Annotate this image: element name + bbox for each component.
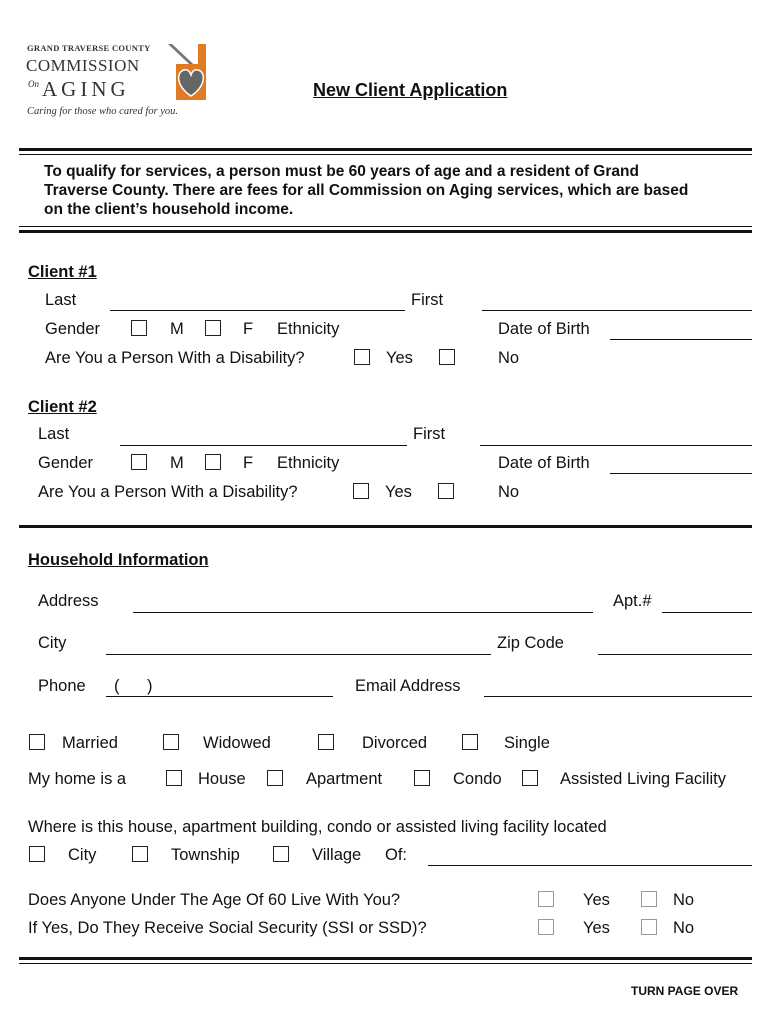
client1-gender-label: Gender [45, 320, 101, 338]
client2-ethnicity-label: Ethnicity [277, 454, 340, 472]
logo-tagline: Caring for those who cared for you. [27, 106, 178, 117]
client1-disability-yes-checkbox[interactable] [354, 349, 370, 365]
logo-on: On [28, 79, 39, 89]
single-label: Single [504, 734, 550, 752]
township-checkbox[interactable] [132, 846, 148, 862]
widowed-label: Widowed [203, 734, 271, 752]
client-section-rule [19, 525, 752, 528]
client1-male-label: M [170, 320, 184, 338]
turn-page-over: TURN PAGE OVER [631, 984, 739, 998]
apartment-label: Apartment [306, 770, 383, 788]
client1-first-field[interactable] [482, 296, 752, 311]
under60-no-checkbox[interactable] [641, 891, 657, 907]
client2-dob-label: Date of Birth [498, 454, 590, 472]
phone-area-code: ( ) [114, 677, 153, 695]
client2-disability-no-label: No [498, 483, 520, 501]
client2-female-label: F [243, 454, 254, 472]
intro-line-1: To qualify for services, a person must be 60 years of age and a resident of Grand [44, 163, 639, 180]
assisted-living-label: Assisted Living Facility [560, 770, 726, 788]
heart-logo-icon [168, 42, 208, 104]
logo-line1: GRAND TRAVERSE COUNTY [27, 43, 151, 53]
home-type-label: My home is a [28, 770, 127, 788]
ssi-yes-checkbox[interactable] [538, 919, 554, 935]
client2-disability-yes-label: Yes [385, 483, 412, 501]
ssi-no-label: No [673, 919, 695, 937]
client1-ethnicity-label: Ethnicity [277, 320, 340, 338]
client2-male-label: M [170, 454, 184, 472]
client1-last-label: Last [45, 291, 77, 309]
of-label: Of: [385, 846, 408, 864]
client2-disability-no-checkbox[interactable] [438, 483, 454, 499]
client1-dob-label: Date of Birth [498, 320, 590, 338]
client2-last-label: Last [38, 425, 70, 443]
location-question: Where is this house, apartment building, condo or assisted living facility located [28, 818, 607, 836]
address-label: Address [38, 592, 99, 610]
location-city-checkbox[interactable] [29, 846, 45, 862]
client1-ethnicity-field[interactable] [350, 326, 460, 340]
zip-field[interactable] [598, 640, 752, 655]
city-field[interactable] [106, 640, 491, 655]
phone-label: Phone [38, 677, 86, 695]
bottom-rule [19, 957, 752, 960]
household-heading: Household Information [28, 551, 209, 569]
client1-dob-field[interactable] [610, 325, 752, 340]
logo-line3: AGING [42, 77, 130, 101]
zip-label: Zip Code [497, 634, 564, 652]
under60-yes-checkbox[interactable] [538, 891, 554, 907]
client1-female-label: F [243, 320, 254, 338]
address-field[interactable] [133, 598, 593, 613]
client1-last-field[interactable] [110, 296, 405, 311]
apt-field[interactable] [662, 598, 752, 613]
email-label: Email Address [355, 677, 461, 695]
under60-yes-label: Yes [583, 891, 610, 909]
house-checkbox[interactable] [166, 770, 182, 786]
intro-line-3: on the client’s household income. [44, 201, 294, 218]
divorced-checkbox[interactable] [318, 734, 334, 750]
ssi-yes-label: Yes [583, 919, 610, 937]
client2-male-checkbox[interactable] [131, 454, 147, 470]
client1-disability-label: Are You a Person With a Disability? [45, 349, 305, 367]
email-field[interactable] [484, 682, 752, 697]
city-label: City [38, 634, 67, 652]
client1-first-label: First [411, 291, 444, 309]
under60-question: Does Anyone Under The Age Of 60 Live With You? [28, 891, 401, 909]
intro-line-2: Traverse County. There are fees for all Commission on Aging services, which are based [44, 182, 689, 199]
divorced-label: Divorced [362, 734, 428, 752]
single-checkbox[interactable] [462, 734, 478, 750]
client2-last-field[interactable] [120, 431, 407, 446]
client2-heading: Client #2 [28, 398, 97, 416]
client1-disability-no-label: No [498, 349, 520, 367]
client1-heading: Client #1 [28, 263, 97, 281]
client2-ethnicity-field[interactable] [350, 460, 460, 474]
client1-disability-no-checkbox[interactable] [439, 349, 455, 365]
client2-first-field[interactable] [480, 431, 752, 446]
location-of-field[interactable] [428, 851, 752, 866]
apt-label: Apt.# [613, 592, 652, 610]
client2-first-label: First [413, 425, 446, 443]
client2-disability-label: Are You a Person With a Disability? [38, 483, 298, 501]
widowed-checkbox[interactable] [163, 734, 179, 750]
ssi-no-checkbox[interactable] [641, 919, 657, 935]
client2-disability-yes-checkbox[interactable] [353, 483, 369, 499]
married-checkbox[interactable] [29, 734, 45, 750]
intro-rule-inner [19, 226, 752, 227]
client1-male-checkbox[interactable] [131, 320, 147, 336]
village-label: Village [312, 846, 362, 864]
bottom-rule-inner [19, 963, 752, 964]
client2-female-checkbox[interactable] [205, 454, 221, 470]
married-label: Married [62, 734, 118, 752]
logo-line2: COMMISSION [26, 56, 140, 75]
page-title: New Client Application [313, 80, 508, 100]
assisted-living-checkbox[interactable] [522, 770, 538, 786]
top-rule [19, 148, 752, 151]
client1-disability-yes-label: Yes [386, 349, 413, 367]
client2-gender-label: Gender [38, 454, 94, 472]
top-rule-inner [19, 154, 752, 155]
condo-checkbox[interactable] [414, 770, 430, 786]
client1-female-checkbox[interactable] [205, 320, 221, 336]
under60-no-label: No [673, 891, 695, 909]
intro-rule [19, 230, 752, 233]
ssi-question: If Yes, Do They Receive Social Security (SSI or SSD)? [28, 919, 427, 937]
township-label: Township [171, 846, 240, 864]
house-label: House [198, 770, 246, 788]
village-checkbox[interactable] [273, 846, 289, 862]
client2-dob-field[interactable] [610, 459, 752, 474]
apartment-checkbox[interactable] [267, 770, 283, 786]
location-city-label: City [68, 846, 97, 864]
condo-label: Condo [453, 770, 502, 788]
agency-logo [26, 42, 211, 120]
